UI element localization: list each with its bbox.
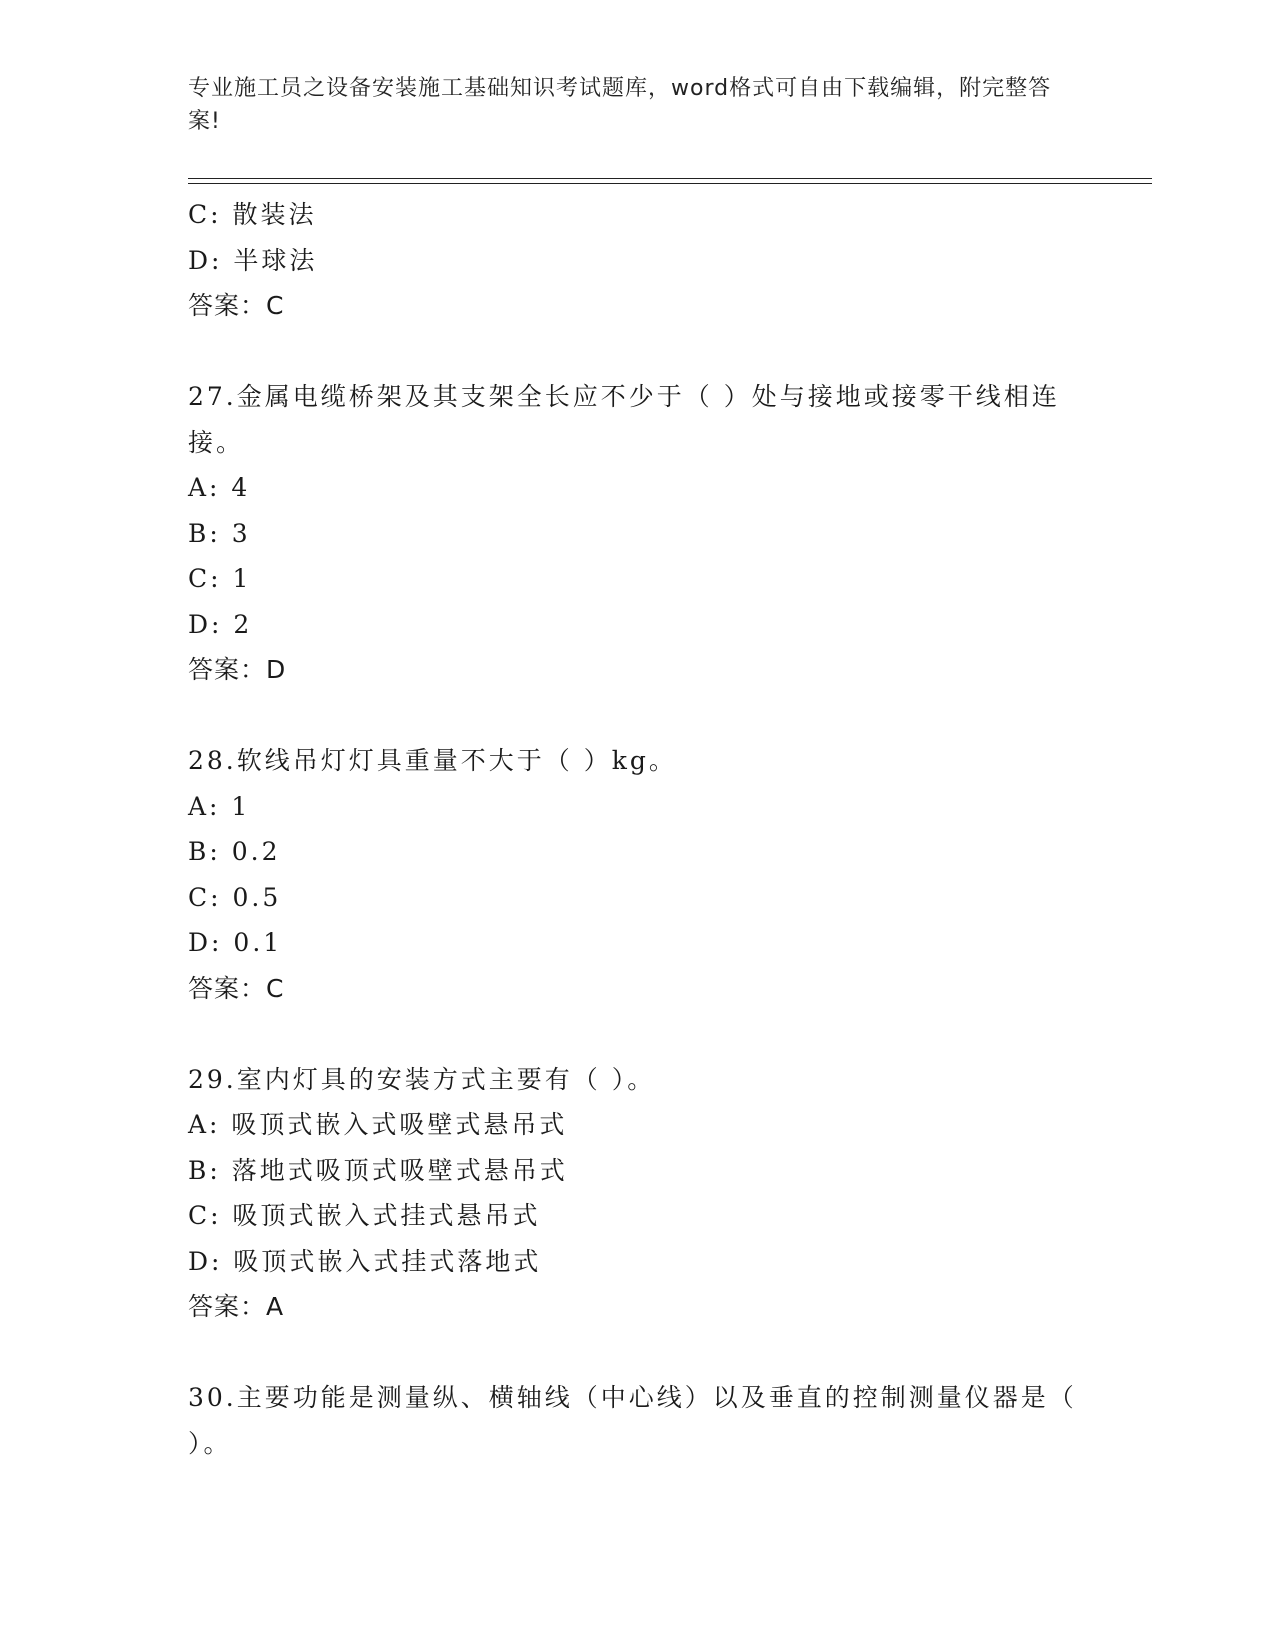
question-27	[188, 374, 1088, 693]
question-stem: 29.室内灯具的安装方式主要有（ ）。	[188, 1064, 656, 1094]
question-stem: 27.金属电缆桥架及其支架全长应不少于（ ）处与接地或接零干线相连接。	[188, 382, 1060, 457]
answer-line: 答案：C	[188, 291, 285, 320]
option-c: C: 散装法	[188, 200, 317, 229]
document-header: 专业施工员之设备安装施工基础知识考试题库，word格式可自由下载编辑，附完整答案!	[188, 76, 1052, 134]
answer-line: 答案：C	[188, 973, 285, 1003]
header-divider-bottom	[188, 183, 1152, 184]
option-c: C: 0.5	[188, 882, 282, 912]
option-b: B: 0.2	[188, 837, 281, 866]
spacer	[188, 1330, 1088, 1376]
question-list	[188, 192, 1088, 1466]
option-a: A: 1	[188, 791, 251, 821]
answer-line: 答案：D	[188, 655, 287, 684]
option-b: B: 3	[188, 518, 251, 548]
question-30	[188, 1375, 1088, 1466]
spacer	[188, 693, 1088, 739]
question-29	[188, 1057, 1088, 1330]
option-b: B: 落地式吸顶式吸壁式悬吊式	[188, 1155, 568, 1185]
header-divider-top	[188, 178, 1152, 179]
question-stem: 28.软线吊灯灯具重量不大于（ ）kg。	[188, 746, 677, 775]
question-26-tail	[188, 192, 1088, 329]
option-d: D: 半球法	[188, 245, 318, 275]
option-a: A: 4	[188, 473, 251, 502]
question-28	[188, 738, 1088, 1011]
option-d: D: 2	[188, 609, 253, 639]
option-d: D: 0.1	[188, 928, 283, 957]
spacer	[188, 1011, 1088, 1057]
option-d: D: 吸顶式嵌入式挂式落地式	[188, 1246, 542, 1276]
question-stem: 30.主要功能是测量纵、横轴线（中心线）以及垂直的控制测量仪器是（ ）。	[188, 1383, 1077, 1458]
answer-line: 答案：A	[188, 1292, 285, 1321]
option-c: C: 1	[188, 564, 252, 593]
spacer	[188, 329, 1088, 375]
option-a: A: 吸顶式嵌入式吸壁式悬吊式	[188, 1110, 568, 1139]
option-c: C: 吸顶式嵌入式挂式悬吊式	[188, 1201, 541, 1230]
